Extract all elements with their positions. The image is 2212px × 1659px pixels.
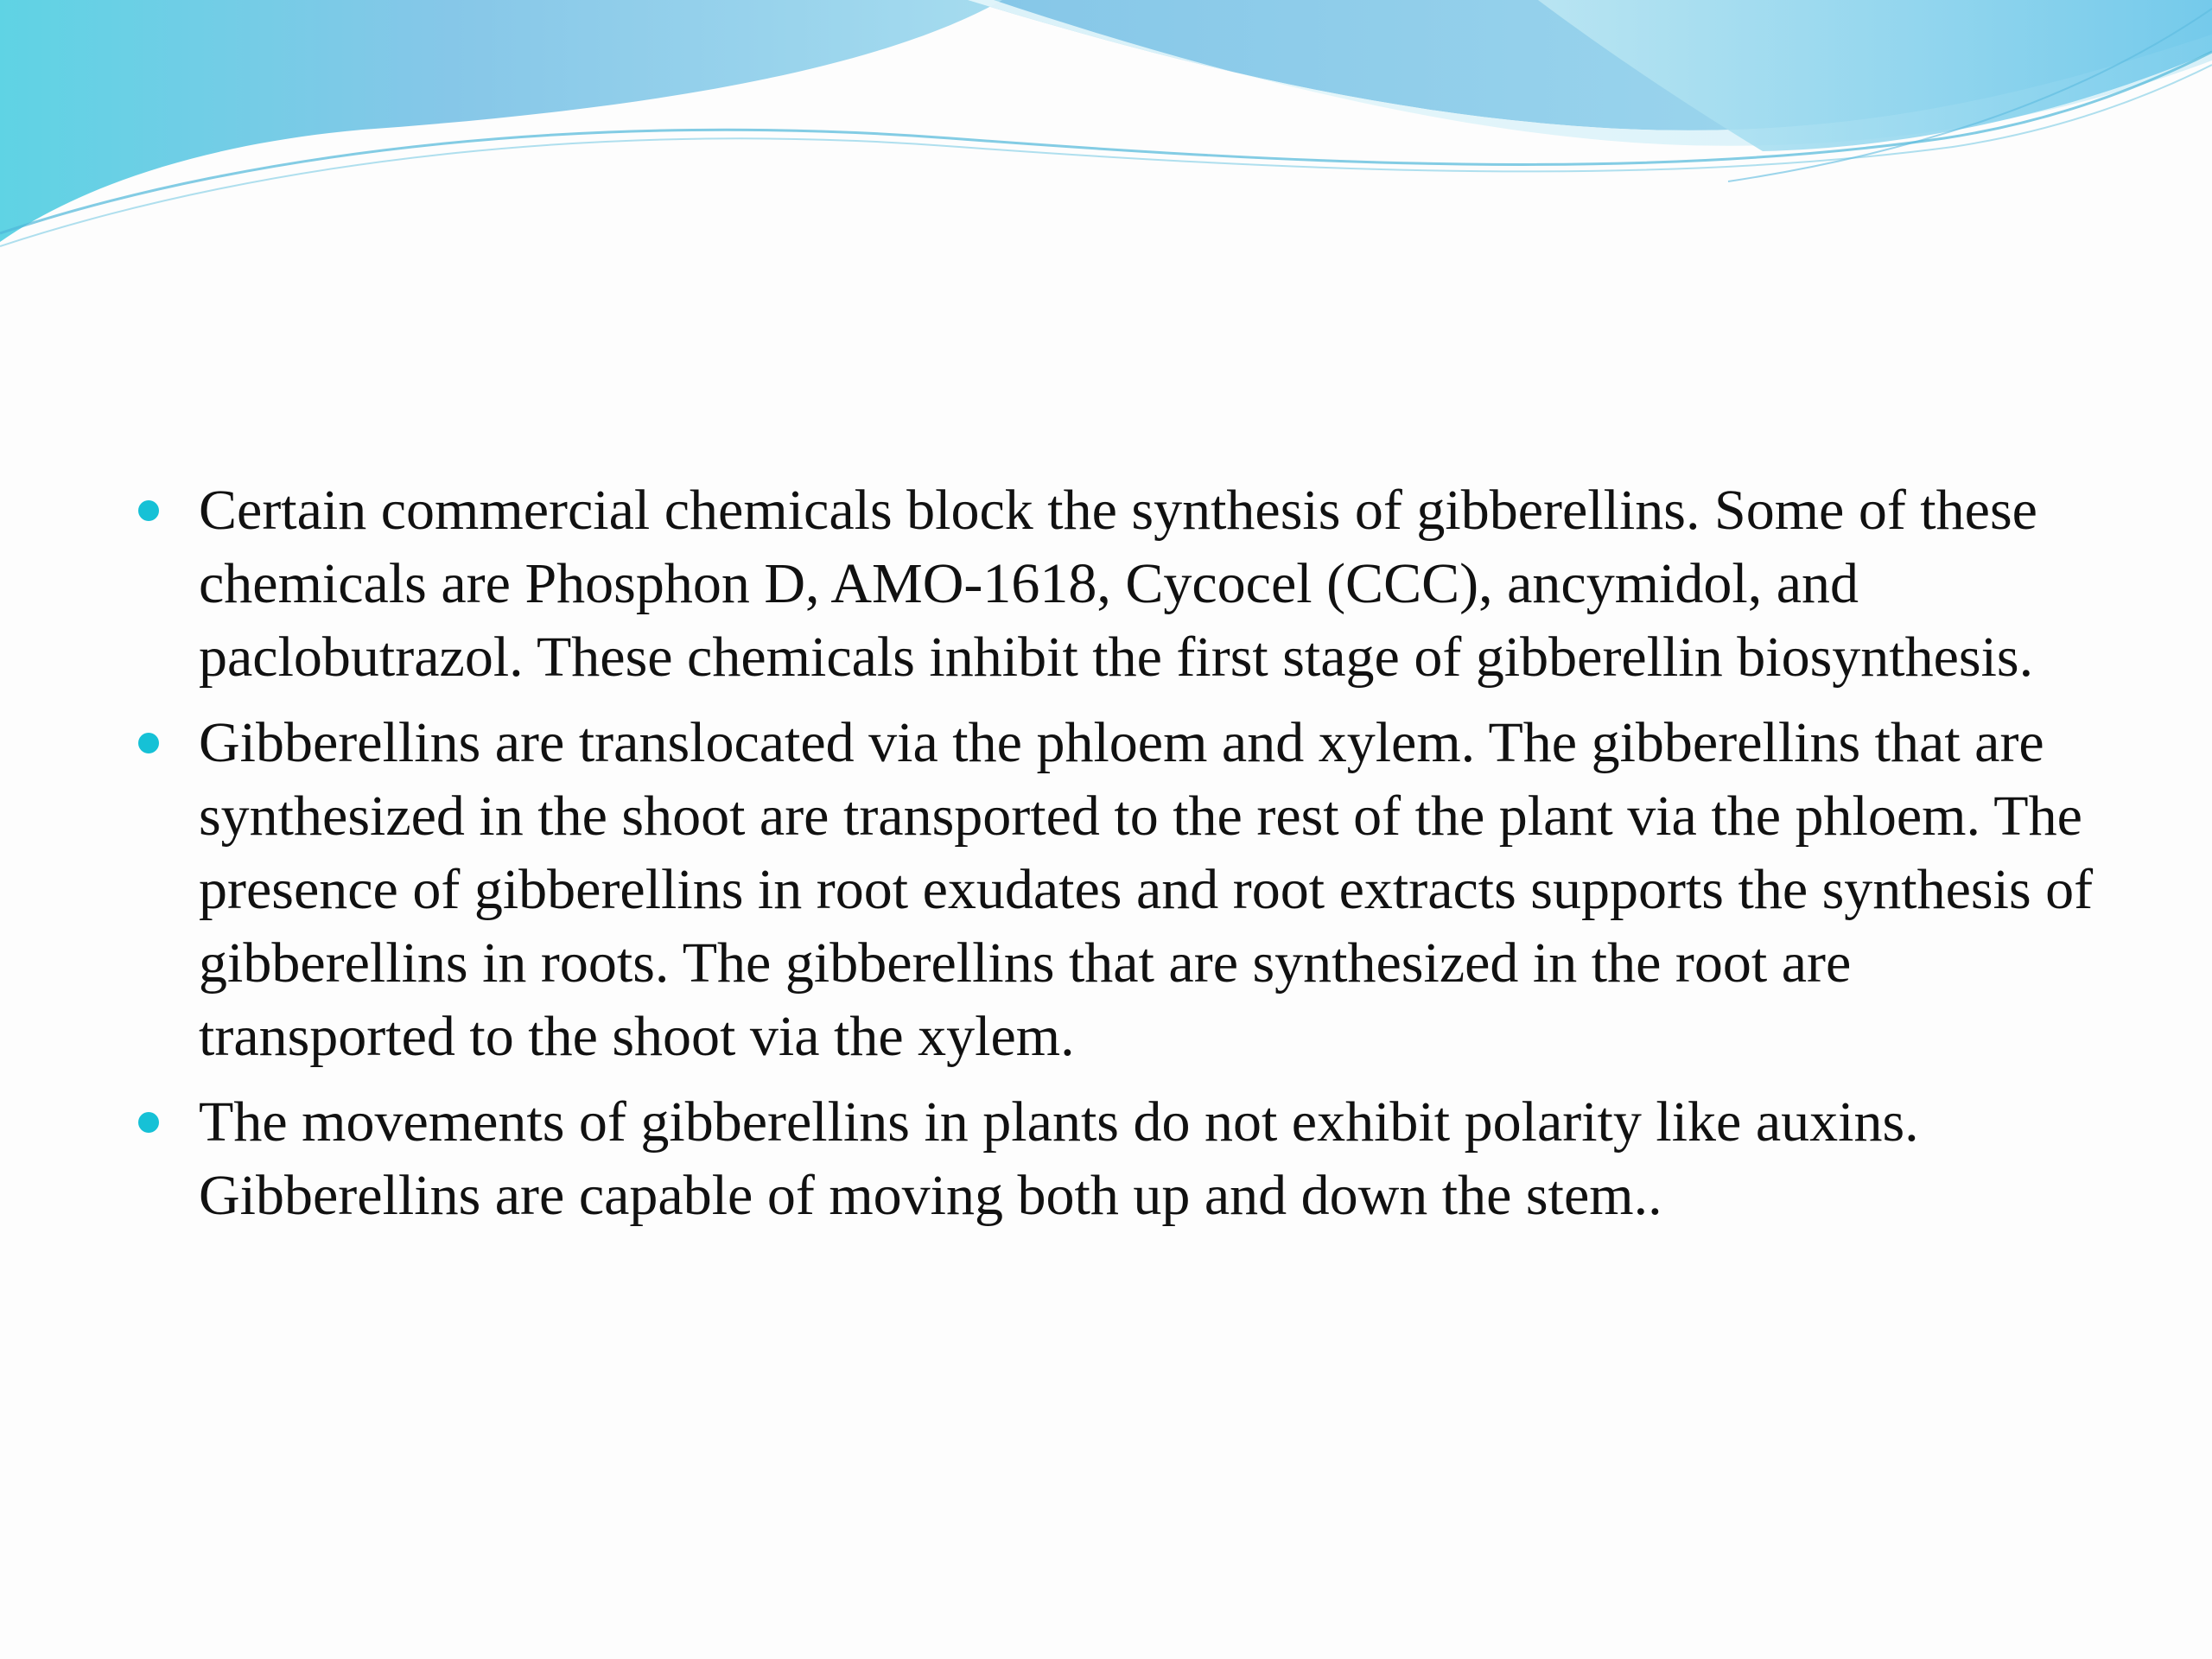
bullet-dot-icon	[138, 500, 159, 521]
bullet-item	[130, 706, 2100, 1073]
bullet-text: Certain commercial chemicals block the synthesis of gibberellins. Some of these chemicals are Phosphon D, AMO-1618, Cycocel (CCC), ancymidol, and paclobutrazol. These chemicals inhibit the first stage of gibberellin biosynthesis.	[199, 479, 2037, 689]
wave-main-lower	[0, 0, 1002, 242]
decorative-wave-header	[0, 0, 2212, 259]
bullet-dot-icon	[138, 733, 159, 753]
slide-content	[130, 474, 2100, 1244]
bullet-text: The movements of gibberellins in plants do not exhibit polarity like auxins. Gibberellins are capable of moving both up and down the stem..	[199, 1090, 1919, 1227]
bullet-text: Gibberellins are translocated via the phloem and xylem. The gibberellins that are synthesized in the shoot are transported to the rest of the plant via the phloem. The presence of gibberellins in root exudates and root extracts supports the synthesis of gibberellins in roots. The gibberellins that are synthesized in the root are transported to the shoot via the xylem.	[199, 711, 2094, 1068]
bullet-list	[130, 474, 2100, 1232]
bullet-dot-icon	[138, 1112, 159, 1133]
bullet-item	[130, 1085, 2100, 1232]
bullet-item	[130, 474, 2100, 694]
